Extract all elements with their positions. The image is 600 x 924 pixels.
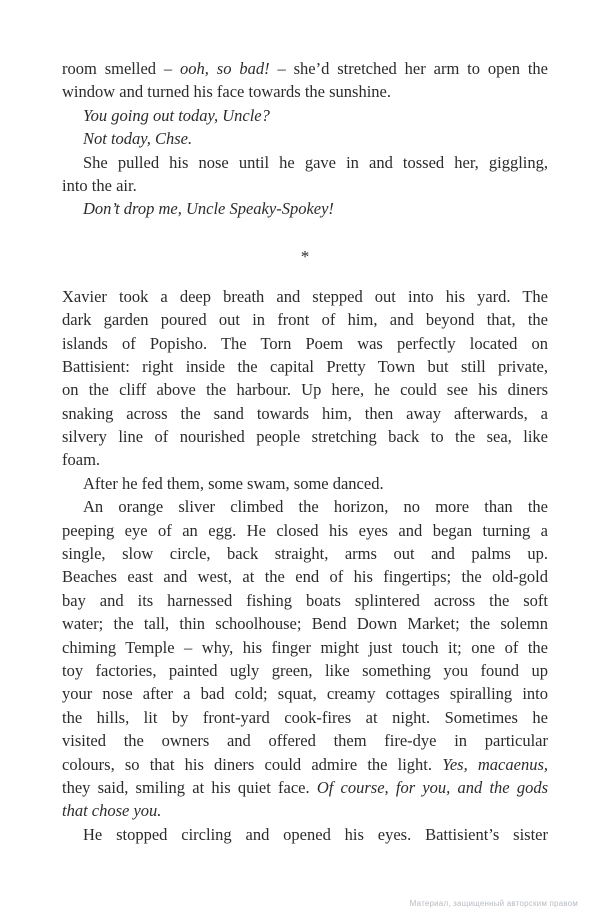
text-segment: single, slow circle, back straight, arms out and palms up.: [62, 544, 548, 564]
text-segment: – she’d stretched her arm to open the: [269, 59, 548, 78]
text-segment: chiming Temple – why, his finger might just touch it; one of the: [62, 637, 548, 657]
text-line: [62, 151, 548, 174]
text-segment: visited the owners and offered them fire-dye in particular: [62, 731, 548, 751]
italic-text-segment: that chose you.: [62, 801, 162, 821]
text-segment: foam.: [62, 450, 101, 470]
italic-text-segment: Don’t drop me, Uncle Speaky-Spokey!: [83, 199, 334, 219]
text-line: [62, 448, 548, 471]
text-line: [62, 612, 548, 635]
text-segment: Xavier took a deep breath and stepped out into his yard. The: [62, 286, 548, 306]
italic-text-segment: Of course, for you, and the gods: [316, 777, 548, 797]
text-line: [62, 565, 548, 588]
text-line: [62, 197, 548, 220]
text-line: [62, 753, 548, 776]
text-line: [62, 495, 548, 518]
text-line: [62, 378, 548, 401]
text-segment: Beaches east and west, at the end of his fingertips; the old-gold: [62, 567, 548, 587]
text-line: [62, 104, 548, 127]
text-segment: Battisient: right inside the capital Pretty Town but still private,: [62, 356, 548, 376]
text-segment: they said, smiling at his quiet face.: [62, 777, 317, 797]
text-line: [62, 823, 548, 846]
section-break: [62, 221, 548, 285]
text-line: [62, 80, 548, 103]
text-line: [62, 706, 548, 729]
text-line: [62, 636, 548, 659]
text-segment: An orange sliver climbed the horizon, no more than the: [83, 497, 548, 517]
text-line: [62, 332, 548, 355]
text-line: [62, 589, 548, 612]
text-line: [62, 308, 548, 331]
text-segment: She pulled his nose until he gave in and tossed her, giggling,: [83, 152, 548, 172]
text-segment: colours, so that his diners could admire the light.: [62, 754, 443, 774]
text-line: [62, 57, 548, 80]
page-text-block: [62, 57, 548, 846]
text-line: [62, 682, 548, 705]
copyright-watermark: Материал, защищенный авторским правом: [409, 899, 578, 908]
text-segment: snaking across the sand towards him, then away afterwards, a: [62, 403, 548, 423]
text-segment: After he fed them, some swam, some danced.: [83, 473, 384, 493]
text-segment: bay and its harnessed fishing boats splintered across the soft: [62, 590, 548, 610]
text-segment: islands of Popisho. The Torn Poem was perfectly located on: [62, 333, 548, 353]
text-segment: on the cliff above the harbour. Up here, he could see his diners: [62, 380, 548, 400]
text-segment: the hills, lit by front-yard cook-fires at night. Sometimes he: [62, 707, 548, 727]
text-segment: He stopped circling and opened his eyes. Battisient’s sister: [83, 824, 548, 844]
text-line: [62, 659, 548, 682]
italic-text-segment: You going out today, Uncle?: [83, 105, 270, 125]
italic-text-segment: Yes, macaenus,: [442, 754, 548, 774]
text-segment: water; the tall, thin schoolhouse; Bend Down Market; the solemn: [62, 614, 548, 634]
text-line: [62, 425, 548, 448]
italic-text-segment: ooh, so bad!: [180, 59, 270, 78]
text-segment: dark garden poured out in front of him, and beyond that, the: [62, 310, 548, 330]
text-line: [62, 799, 548, 822]
text-line: [62, 402, 548, 425]
text-line: [62, 472, 548, 495]
text-segment: silvery line of nourished people stretching back to the sea, like: [62, 427, 548, 447]
text-line: [62, 729, 548, 752]
text-line: [62, 127, 548, 150]
text-segment: into the air.: [62, 175, 137, 195]
italic-text-segment: Not today, Chse.: [83, 129, 193, 149]
text-line: [62, 174, 548, 197]
text-line: [62, 542, 548, 565]
text-line: [62, 285, 548, 308]
text-segment: window and turned his face towards the sunshine.: [62, 82, 392, 102]
text-line: [62, 355, 548, 378]
text-line: [62, 519, 548, 542]
text-segment: room smelled –: [62, 59, 181, 78]
asterisk-separator: *: [300, 247, 310, 267]
text-segment: toy factories, painted ugly green, like something you found up: [62, 660, 548, 680]
text-segment: peeping eye of an egg. He closed his eyes and began turning a: [62, 520, 548, 540]
text-line: [62, 776, 548, 799]
text-segment: your nose after a bad cold; squat, creamy cottages spiralling into: [62, 684, 548, 704]
